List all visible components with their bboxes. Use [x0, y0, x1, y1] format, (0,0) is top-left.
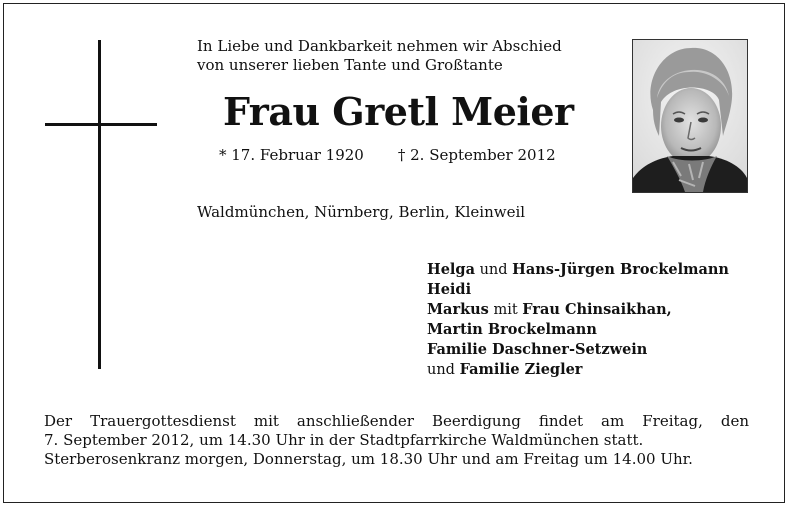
mourner-name: Heidi	[427, 281, 472, 298]
mourner-name: Familie Daschner-Setzwein	[427, 341, 648, 358]
intro-line-2: von unserer lieben Tante und Großtante	[197, 56, 503, 74]
death-date: † 2. September 2012	[397, 146, 556, 164]
cross-horizontal-bar	[45, 123, 157, 126]
service-info	[44, 412, 749, 469]
mourner-row	[427, 360, 729, 380]
mourner-row	[427, 260, 729, 280]
mourner-name: Helga	[427, 261, 475, 278]
mourner-joiner: und	[427, 362, 460, 378]
birth-date: * 17. Februar 1920	[219, 146, 364, 164]
intro-line-1: In Liebe und Dankbarkeit nehmen wir Abschied	[197, 37, 562, 55]
mourner-row	[427, 320, 729, 340]
mourner-name: Familie Ziegler	[459, 361, 583, 378]
portrait-photo	[632, 39, 748, 193]
mourner-joiner: mit	[488, 302, 523, 318]
intro-text	[197, 37, 562, 75]
mourner-name: Hans-Jürgen Brockelmann	[512, 261, 729, 278]
deceased-name: Frau Gretl Meier	[223, 89, 574, 134]
portrait-image	[633, 40, 747, 192]
cross-vertical-bar	[98, 40, 101, 369]
service-line-2: 7. September 2012, um 14.30 Uhr in der Stadtpfarrkirche Waldmünchen statt.	[44, 431, 644, 449]
mourner-joiner: und	[474, 262, 513, 278]
mourner-row	[427, 340, 729, 360]
service-line-1: Der Trauergottesdienst mit anschließender Beerdigung findet am Freitag, den	[44, 412, 749, 430]
mourners-list	[427, 260, 729, 380]
mourner-name: Frau Chinsaikhan,	[522, 301, 672, 318]
mourner-name: Martin Brockelmann	[427, 321, 597, 338]
mourner-row	[427, 300, 729, 320]
mourner-name: Markus	[427, 301, 489, 318]
mourner-row	[427, 280, 729, 300]
places-line: Waldmünchen, Nürnberg, Berlin, Kleinweil	[197, 203, 526, 221]
service-line-3: Sterberosenkranz morgen, Donnerstag, um 18.30 Uhr und am Freitag um 14.00 Uhr.	[44, 450, 693, 468]
life-dates	[219, 145, 556, 165]
